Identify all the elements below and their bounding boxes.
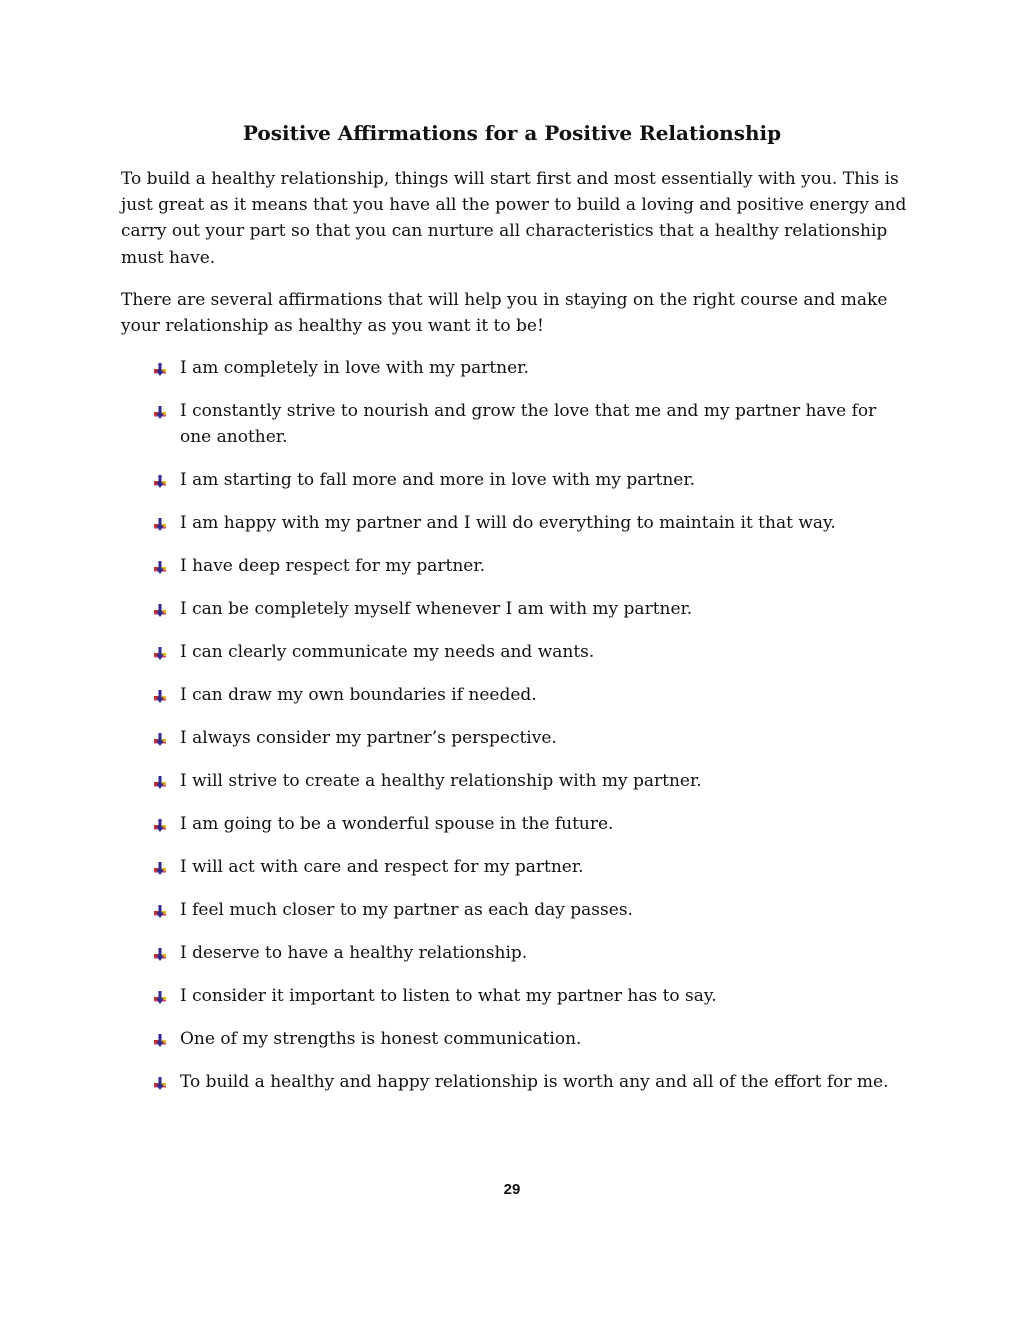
intro-paragraph: There are several affirmations that will help you in staying on the right course and make your relationship as healthy as you want it to be! bbox=[121, 289, 888, 337]
arrow-down-bullet-icon bbox=[153, 359, 167, 373]
page-number: 29 bbox=[503, 1181, 521, 1198]
arrow-down-bullet-icon bbox=[153, 815, 167, 829]
list-item bbox=[121, 1069, 910, 1095]
affirmation-text: I constantly strive to nourish and grow the love that me and my partner have for one another. bbox=[180, 400, 877, 447]
affirmation-text: I feel much closer to my partner as each day passes. bbox=[180, 899, 633, 920]
arrow-down-bullet-icon bbox=[153, 858, 167, 872]
list-item bbox=[121, 1026, 910, 1052]
affirmation-text: I am happy with my partner and I will do everything to maintain it that way. bbox=[180, 512, 836, 533]
affirmation-text: I have deep respect for my partner. bbox=[180, 555, 486, 576]
list-item bbox=[121, 467, 910, 493]
list-item bbox=[121, 355, 910, 381]
arrow-down-bullet-icon bbox=[153, 471, 167, 485]
list-item bbox=[121, 897, 910, 923]
affirmation-text: To build a healthy and happy relationship is worth any and all of the effort for me. bbox=[180, 1071, 889, 1092]
affirmation-text: I deserve to have a healthy relationship. bbox=[180, 942, 528, 963]
arrow-down-bullet-icon bbox=[153, 686, 167, 700]
arrow-down-bullet-icon bbox=[153, 557, 167, 571]
arrow-down-bullet-icon bbox=[153, 987, 167, 1001]
list-item bbox=[121, 639, 910, 665]
list-item bbox=[121, 510, 910, 536]
affirmation-text: I am completely in love with my partner. bbox=[180, 357, 529, 378]
arrow-down-bullet-icon bbox=[153, 901, 167, 915]
arrow-down-bullet-icon bbox=[153, 944, 167, 958]
list-item bbox=[121, 983, 910, 1009]
affirmation-text: I consider it important to listen to what my partner has to say. bbox=[180, 985, 717, 1006]
list-item bbox=[121, 854, 910, 880]
arrow-down-bullet-icon bbox=[153, 729, 167, 743]
list-item bbox=[121, 398, 910, 450]
affirmation-text: One of my strengths is honest communication. bbox=[180, 1028, 582, 1049]
arrow-down-bullet-icon bbox=[153, 1030, 167, 1044]
affirmation-text: I can clearly communicate my needs and wants. bbox=[180, 641, 595, 662]
list-item bbox=[121, 725, 910, 751]
arrow-down-bullet-icon bbox=[153, 772, 167, 786]
arrow-down-bullet-icon bbox=[153, 514, 167, 528]
content-body bbox=[121, 166, 911, 1112]
arrow-down-bullet-icon bbox=[153, 1073, 167, 1087]
affirmation-text: I am starting to fall more and more in love with my partner. bbox=[180, 469, 696, 490]
list-item bbox=[121, 553, 910, 579]
arrow-down-bullet-icon bbox=[153, 402, 167, 416]
affirmation-text: I am going to be a wonderful spouse in the future. bbox=[180, 813, 614, 834]
affirmation-text: I will strive to create a healthy relationship with my partner. bbox=[180, 770, 702, 791]
list-item bbox=[121, 768, 910, 794]
affirmation-text: I always consider my partner’s perspective. bbox=[180, 727, 557, 748]
arrow-down-bullet-icon bbox=[153, 643, 167, 657]
list-item bbox=[121, 811, 910, 837]
page-title: Positive Affirmations for a Positive Relationship bbox=[242, 121, 782, 145]
list-item bbox=[121, 596, 910, 622]
arrow-down-bullet-icon bbox=[153, 600, 167, 614]
intro-paragraph: To build a healthy relationship, things will start first and most essentially with you. This is just great as it means that you have all the power to build a loving and positive energy and carry out your part so that you can nurture all characteristics that a healthy relationship must have. bbox=[121, 169, 907, 268]
list-item bbox=[121, 940, 910, 966]
list-item bbox=[121, 682, 910, 708]
affirmation-list bbox=[121, 355, 911, 1095]
affirmation-text: I can draw my own boundaries if needed. bbox=[180, 684, 537, 705]
affirmation-text: I can be completely myself whenever I am with my partner. bbox=[180, 598, 693, 619]
affirmation-text: I will act with care and respect for my partner. bbox=[180, 856, 584, 877]
